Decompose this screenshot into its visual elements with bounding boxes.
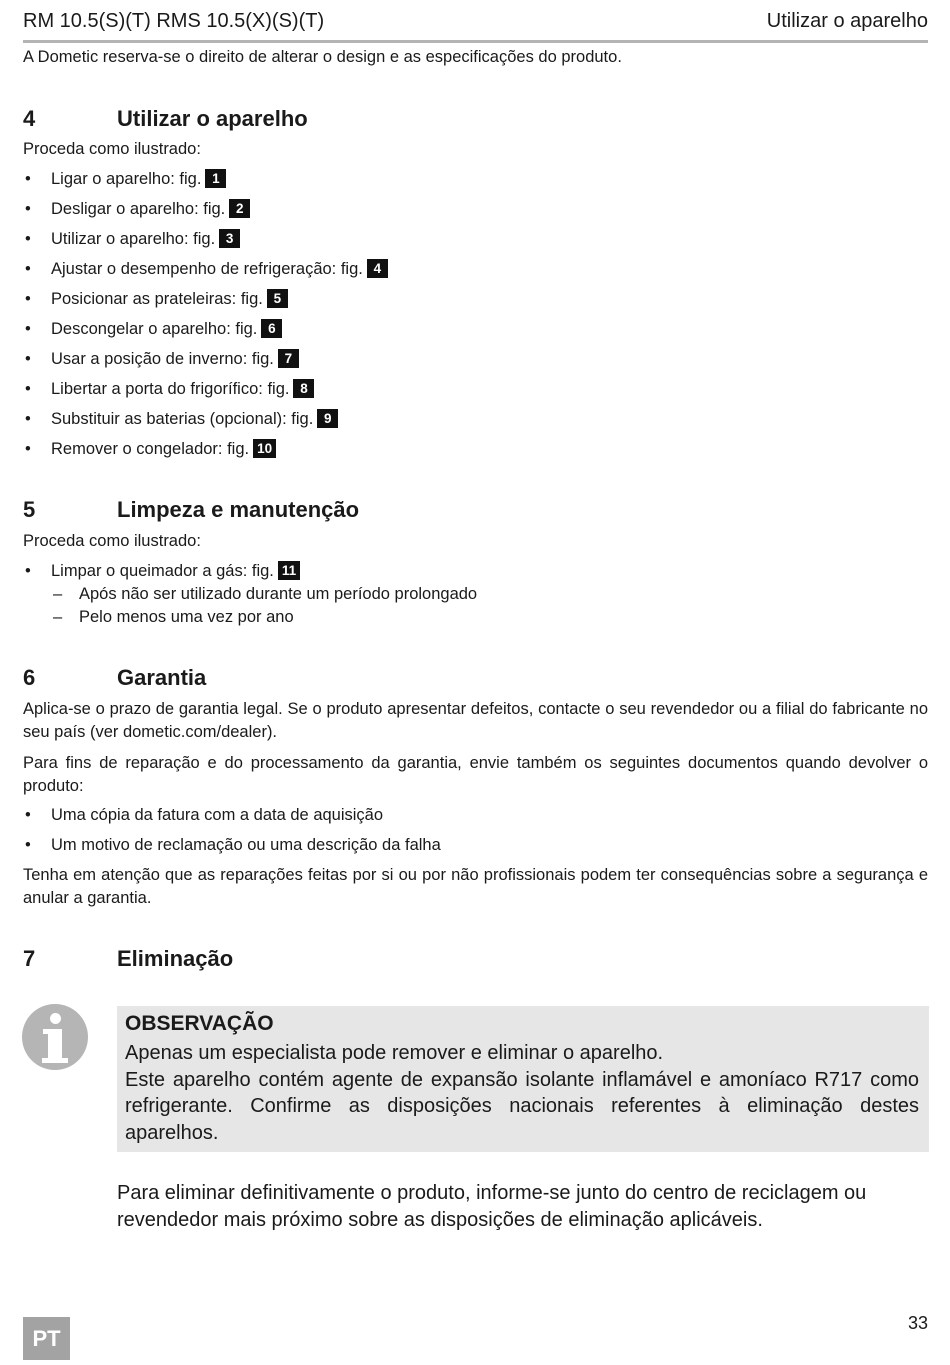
item-text: Ligar o aparelho: fig. (51, 170, 202, 188)
heading-title: Limpeza e manutenção (117, 497, 360, 522)
item-text: Utilizar o aparelho: fig. (51, 230, 216, 248)
list-item (23, 228, 388, 258)
figure-ref: 4 (367, 259, 388, 278)
sub-list-item: – Após não ser utilizado durante um período prolongado (51, 583, 477, 606)
figure-ref: 10 (253, 439, 276, 458)
heading-section-6 (23, 665, 206, 691)
item-text: Remover o congelador: fig. (51, 440, 250, 458)
note-line: Apenas um especialista pode remover e eliminar o aparelho. (125, 1042, 664, 1064)
note-box (117, 1006, 929, 1152)
section-4-list (23, 168, 388, 468)
item-text: Usar a posição de inverno: fig. (51, 350, 274, 368)
item-text: Descongelar o aparelho: fig. (51, 320, 258, 338)
figure-ref: 6 (261, 319, 282, 338)
list-item (23, 408, 388, 438)
list-item (23, 288, 388, 318)
heading-number: 4 (23, 106, 36, 131)
heading-number: 6 (23, 665, 36, 690)
note-text (125, 1040, 919, 1146)
list-item (23, 168, 388, 198)
heading-section-5 (23, 497, 359, 523)
warranty-paragraph-3: Tenha em atenção que as reparações feitas por si ou por não profissionais podem ter consequências sobre a segurança e anular a garantia. (23, 866, 928, 907)
figure-ref: 1 (205, 169, 226, 188)
warranty-paragraph-1: Aplica-se o prazo de garantia legal. Se o produto apresentar defeitos, contacte o seu revendedor ou a filial do fabricante no seu país (ver dometic.com/dealer). (23, 700, 928, 741)
list-item (23, 348, 388, 378)
heading-title: Utilizar o aparelho (117, 106, 308, 131)
figure-ref: 8 (293, 379, 314, 398)
list-item: • Um motivo de reclamação ou uma descrição da falha (23, 834, 441, 864)
disclaimer: A Dometic reserva-se o direito de alterar o design e as especificações do produto. (23, 48, 622, 66)
heading-section-7 (23, 946, 233, 972)
info-icon (22, 1004, 88, 1070)
figure-ref: 5 (267, 289, 288, 308)
list-item (23, 378, 388, 408)
item-text: Libertar a porta do frigorífico: fig. (51, 380, 290, 398)
list-item (23, 198, 388, 228)
item-text: Ajustar o desempenho de refrigeração: fig. (51, 260, 363, 278)
sub-list-item: – Pelo menos uma vez por ano (51, 606, 477, 629)
heading-number: 7 (23, 946, 36, 971)
heading-title: Garantia (117, 665, 207, 690)
warranty-paragraph-2: Para fins de reparação e do processamento da garantia, envie também os seguintes documentos quando devolver o produto: (23, 754, 928, 795)
item-text: Limpar o queimador a gás: fig. (51, 562, 274, 580)
disposal-paragraph: Para eliminar definitivamente o produto, informe-se junto do centro de reciclagem ou revendedor mais próximo sobre as disposições de eliminação aplicáveis. (117, 1182, 867, 1231)
figure-ref: 11 (278, 561, 300, 580)
list-item (23, 258, 388, 288)
list-item: • Uma cópia da fatura com a data de aquisição (23, 804, 441, 834)
figure-ref: 2 (229, 199, 250, 218)
note-line: Este aparelho contém agente de expansão isolante inflamável e amoníaco R717 como refrigerante. Confirme as disposições nacionais referentes à eliminação destes aparelhos. (125, 1068, 919, 1144)
section-5-sublist (51, 583, 477, 629)
item-text: Desligar o aparelho: fig. (51, 200, 226, 218)
figure-ref: 3 (219, 229, 240, 248)
figure-ref: 9 (317, 409, 338, 428)
section-name: Utilizar o aparelho (766, 10, 928, 32)
heading-section-4 (23, 106, 308, 132)
page-number: 33 (907, 1313, 928, 1333)
list-item (23, 438, 388, 468)
note-title: OBSERVAÇÃO (125, 1012, 274, 1035)
heading-number: 5 (23, 497, 36, 522)
section-4-intro: Proceda como ilustrado: (23, 140, 201, 158)
heading-title: Eliminação (117, 946, 234, 971)
language-badge: PT (23, 1317, 70, 1360)
list-item (23, 318, 388, 348)
model-name: RM 10.5(S)(T) RMS 10.5(X)(S)(T) (23, 10, 325, 32)
section-6-list (23, 804, 441, 864)
item-text: Posicionar as prateleiras: fig. (51, 290, 263, 308)
section-5-intro: Proceda como ilustrado: (23, 532, 201, 550)
page-header (23, 8, 928, 43)
figure-ref: 7 (278, 349, 299, 368)
item-text: Substituir as baterias (opcional): fig. (51, 410, 314, 428)
